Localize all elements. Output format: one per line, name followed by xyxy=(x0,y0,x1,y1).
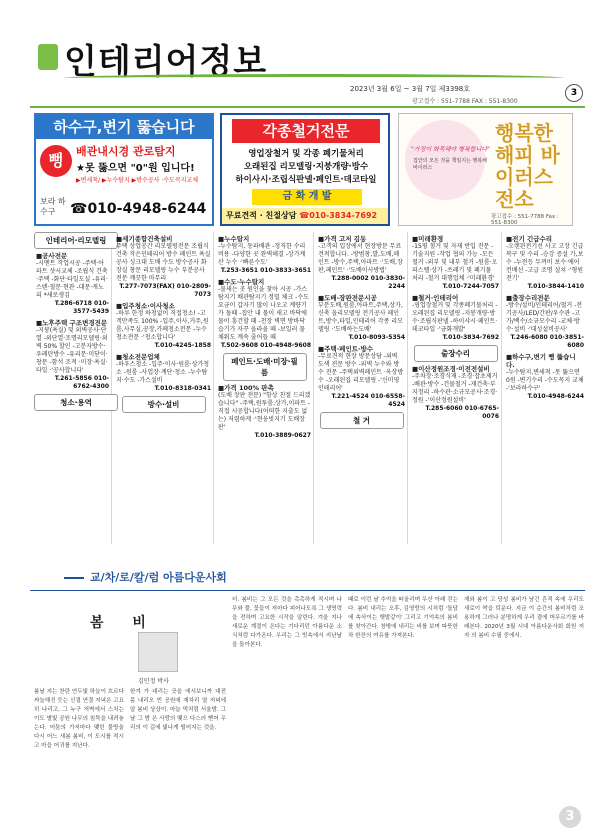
column-section-title: 교/차/로/칼/럼 아름다운사회 xyxy=(90,571,227,584)
entry-body: 주택 상업공간 리모델링전문 조립식건축 작은인테리어 방수 페인트 욕실공사 싱크대 도배 수도 방수공사 화장실 창문 리모델링 누수 부분공사 전문 깨끗한 마무리 xyxy=(116,243,211,282)
classified-entry[interactable] xyxy=(318,345,405,409)
ad-sewer-line2: ★못 뚫으면 "0"원 입니다! xyxy=(76,163,195,174)
entry-title: ■노후주택 구조변경전문 xyxy=(36,319,108,327)
ad-demolition-line: 영업장철거 및 각종 폐기물처리 xyxy=(248,149,364,159)
header-accent xyxy=(38,44,58,70)
classified-entry[interactable] xyxy=(412,235,499,291)
ad-happy-virus[interactable] xyxy=(398,113,573,226)
classified-entry[interactable] xyxy=(36,252,109,316)
column-header-dash xyxy=(64,577,84,579)
entry-body: -물새는 곳 원인을 찾아 시공 -가스탐지기 배관탐지기 정밀 체크 -수도요금이 갑자기 많이 나오고 계량기가 돌때 -집안 내 물이 새고 바닥에 물이 흥건할 때 -천장 벽면 방바닥 습기가 자꾸 올라올 때 -보일러 물 채워도 계속 줄어들 때 xyxy=(218,286,309,341)
header-rule xyxy=(30,106,585,108)
section-tag: 철 거 xyxy=(320,412,404,429)
classified-column-1 xyxy=(34,232,112,544)
classified-entry[interactable] xyxy=(506,353,584,401)
entry-title: ■전기 긴급수리 xyxy=(506,235,553,243)
ad-demolition-title: 각종철거전문 xyxy=(232,119,380,143)
ad-sewer-headline: 하수구,변기 뚫습니다 xyxy=(36,115,212,139)
entry-title: ■하수구,변기 뻥 뚫습니다. xyxy=(506,353,576,369)
entry-title: ■수도·누수탐지 xyxy=(218,278,265,286)
entry-body: -방수/설비/인테리어/철거 -전기공사/LED/간판/우수관 -고가/백수/소규모수리 -교체·방수·설비 ·'대성설비공사' xyxy=(506,302,583,333)
ad-demolition-phone[interactable]: ☎010-3834-7692 xyxy=(299,211,378,220)
entry-body: -하우스청소 -입주·이사·원룸·상가청소 -원룸 -사업장·계단·청소 -누수탐지·수도 -가스설비 xyxy=(116,361,210,384)
classified-column-6 xyxy=(504,232,586,544)
ad-sewer-badge: 뻥 xyxy=(40,145,72,177)
entry-phone: T.502-9608 010-4948-9608 xyxy=(220,342,311,349)
entry-title: ■공사전문 xyxy=(36,252,68,260)
entry-body: -누수탐지, 동파배관 -정직한 수리비용 -다양한 곳 완벽해결 -상가계산 누수 ·'빠른수도' xyxy=(218,243,306,266)
entry-title: ■세기종합건축설비 xyxy=(116,235,173,243)
classified-entry[interactable] xyxy=(36,319,109,391)
article-paragraph: 재와 봄이 고 당성 봄비가 남긴 흔적 속에 우리도 새로이 싹을 틔운다. 지금 이 순간의 봄비처럼 조용하게 그러나 분명하게 우리 곁에 머무르기를 바래본다. 2020년 3월 시대 아름다운사회 회원 저자 의 봄비 수필 중에서. xyxy=(464,597,584,639)
entry-title: ■입주청소·이사청소 xyxy=(116,302,175,310)
classified-entry[interactable] xyxy=(218,384,311,440)
ad-demolition-foot-a: 무료견적 · 친절상담 xyxy=(226,211,297,220)
entry-body: -시멘트 작업시공 -주택·아파트 샷시교체 -조립식 건축·주택 -화단·타일도실 -유리·스텐·철문·현관 -대문·캐노피 *새로생김 xyxy=(36,260,108,299)
article-title: 봄 비 xyxy=(90,615,158,631)
article-paragraph: 한겨 가 대리는 곳을 에서보니까 대전 몸 내리오 빈 공원에 재차리 열 저녁에 알 봄비 상상이. 마늘 먹처럼 서울밤. 그날 그 밤 은 사랑의 맺으 다스러 뻗어 우리의 이 길에 빛나게 떨어지는 것을. xyxy=(130,689,226,731)
entry-title: ■주택·페인트·방수 xyxy=(318,345,374,353)
classified-column-4 xyxy=(316,232,408,544)
entry-body: -고객의 입장에서 현장방문 무료견적합니다. -방범창,발,도배,페인트 -방수,주택,아파트 ·'도배,장판,페인트' ·'도배이사방법' xyxy=(318,243,403,274)
column-rule xyxy=(30,590,585,591)
entry-title: ■출장수리전문 xyxy=(506,294,550,302)
classified-entry[interactable] xyxy=(116,353,211,393)
ad-sewer-phone[interactable]: ☎010-4948-6244 xyxy=(70,201,207,217)
classified-column-3 xyxy=(216,232,314,544)
entry-body: -15평 철거 및 자재 반입 전문 -기술지원 -작업 협의 가능 -모든 철거 -외부 및 내부 철거 -원룸·오피스텔·상가 -쓰레기 및 폐기물 처리 -철거 대행업체 ·'미래환경' xyxy=(412,243,498,282)
ad-happy-desc: 집안의 모든 것을 책임지는 행복해바이러스 xyxy=(413,158,487,171)
entry-phone: T.010-4245-1858 xyxy=(154,342,211,349)
article-author: 김민정 박사 xyxy=(138,678,169,685)
section-tag: 방수·설비 xyxy=(122,396,206,413)
ad-demolition[interactable] xyxy=(220,113,390,226)
entry-phone: T.221-4524 010-6558-4524 xyxy=(331,393,405,408)
classified-entry[interactable] xyxy=(218,235,311,275)
classified-entry[interactable] xyxy=(506,294,584,350)
classified-column-5 xyxy=(410,232,502,544)
page-number-circle: 3 xyxy=(559,806,581,828)
issue-date: 2023년 3월 6일 ~ 3월 7일 제3398호 xyxy=(350,85,470,93)
entry-phone: T.285-6060 010-6765-0076 xyxy=(425,405,499,420)
entry-body: -영업장철거 및 각종폐기물처리 -오래된집 리모델링 -지붕개량·방수·조립식판넬 -하이샤시·페인트·데코타일 ·'금화개발' xyxy=(412,302,498,333)
entry-phone: T.010-7244-7057 xyxy=(442,283,499,290)
entry-title: ■청소전문업체 xyxy=(116,353,160,361)
entry-title: ■누수탐지 xyxy=(218,235,250,243)
entry-title: ■가격 고저 김동 xyxy=(318,235,367,243)
ad-demolition-line: 오래된집 리모델링·지붕개량·방수 xyxy=(243,162,369,172)
entry-phone: T.253-3651 010-3833-3651 xyxy=(220,267,311,274)
entry-body: (도배 장판 전문) "항상 친절 드리겠습니다" -주택,원투룸,상가,이파트 -직접 시공합니다(어떠한 지출도 없는) 저렴하게 ·'현웅빗지기 도배장판' xyxy=(218,392,311,431)
ad-sewer[interactable] xyxy=(34,113,214,226)
entry-title: ■이산정원조경·이전전설비 xyxy=(412,365,490,373)
entry-phone: T.010-3834-7692 xyxy=(442,334,499,341)
page-number-badge: 3 xyxy=(565,84,583,102)
ad-demolition-company: 금 화 개 발 xyxy=(252,189,362,205)
entry-phone: T.261-5856 010-6762-4300 xyxy=(54,375,109,390)
section-tag: 출장수리 xyxy=(414,345,498,362)
entry-phone: T.010-3889-0627 xyxy=(254,432,311,439)
entry-body: -지붕(욕실) 및 외벽공사·단열 -외단열·조명리모델링·외벽 50% 할인 -고분자방수·우레탄방수 -유리문·미닫이·창문 -함석 조적 ·미장·욕실·타일 ·'공사합니다' xyxy=(36,327,108,374)
entry-phone: T.010-3844-1410 xyxy=(527,283,584,290)
ad-sewer-brand: 보라 하수구 xyxy=(40,197,66,216)
entry-phone: T.286-6718 010-3577-5439 xyxy=(54,300,109,315)
entry-title: ■도배·장판전문시공 xyxy=(318,294,377,302)
column-header xyxy=(30,567,585,589)
classified-entry[interactable] xyxy=(318,294,405,342)
contact-info: 광고접수 : 551-7788 FAX : 551-8300 xyxy=(412,98,518,105)
ad-happy-logo-text: 행복한 해피 바이러스 전소 xyxy=(495,121,560,211)
entry-phone: T.277-7073(FAX) 010-2809-7073 xyxy=(119,283,211,298)
classified-entry[interactable] xyxy=(218,278,311,350)
entry-phone: T.246-6080 010-3851-6080 xyxy=(510,334,584,349)
article-paragraph: 때로 이런 날 추억을 떠올리며 우산 아래 걷는다. 봄비 내리는 오후, 김영랑의 시처럼 '돌담에 속삭이는 햇발같이' 그리고 기억속의 봄비를 찾아간다. 창밖에 내리는 비를 보며 따뜻한 차 한잔의 여유를 가져본다. xyxy=(348,597,458,639)
entry-title: ■미래환경 xyxy=(412,235,444,243)
ad-demolition-footer xyxy=(222,208,388,224)
ad-demolition-line: 하이사시·조립식판넬·페인트·데코타일 xyxy=(235,175,377,185)
entry-body: -누수탐지,변세척 -못 뚫으면 0원 -변기수리 -수도꼭지 교체 -'보라하수구' xyxy=(506,369,584,392)
entry-body: 부분도배,원룸,아파트,주택,상가, 신축 올리모델링 전기공사 페인트,방수,타일,인테리어 각종 리모델링 ·'도배하는도배' xyxy=(318,302,403,333)
entry-phone: T.288-0002 010-3830-2244 xyxy=(331,275,405,290)
entry-body: -하루 한정 하청없이 직접청소! -고객만족도 100% -입주,이사,거주,원룸,사무실,공장,카페청소전문 -누수청소전문 ·'청소합니다' xyxy=(116,310,209,341)
classified-entry[interactable] xyxy=(412,294,499,342)
article-paragraph: 봄날 지는 찬란 연두빛 하늘이 흐르다 싸늘해진 듯는 신결 연결 저녁은 고요히 나리고, 그 누구 저벽에서 스치는 이도 별빛 공원 나무의 침묵을 내려놓는다. 어둠의 가지마다 맺힌 물방울 다시 어느 새봄 봄비, 이 도시를 적시고 마을 어귀를 지난다. xyxy=(34,689,124,749)
classified-entry[interactable] xyxy=(412,365,499,421)
section-title: 인테리어정보 xyxy=(64,42,268,82)
entry-title: ■가격 100% 판촉 xyxy=(218,384,274,392)
author-photo xyxy=(138,632,178,672)
section-tag: 인테리어·리모델링 xyxy=(34,232,118,249)
classified-entry[interactable] xyxy=(116,302,211,350)
classified-column-2 xyxy=(114,232,214,544)
classified-entry[interactable] xyxy=(506,235,584,291)
header-arc xyxy=(64,74,564,82)
entry-phone: T.010-8093-5354 xyxy=(348,334,405,341)
article-paragraph: 더. 봄비는 그 모든 것을 촉촉하게 적시며 나무와 풀, 꽃들이 저마다 피어나도록 그 생명력을 전하며 고요한 시작을 알린다. 겨울 지나 새로운 계절이 온다는 기다리던 아름다운 소식처럼 다가온다. 우리는 그 빗속에서 지난날을 돌아본다. xyxy=(232,597,342,648)
classified-entry[interactable] xyxy=(318,235,405,291)
classified-entry[interactable] xyxy=(116,235,211,299)
entry-body: -무료견적 현장 방문상담 -외벽 도색 전문 방수 -외벽 누수와 방수 전문 -주택외벽페인트 ·옥상방수 -오래된집 리모델링 -'신미영인테리어' xyxy=(318,353,404,392)
ad-happy-tagline: "가정이 화목해야 행복합니다" xyxy=(411,146,490,153)
entry-phone: T.010-8318-0341 xyxy=(154,385,211,392)
ad-sewer-line3: ▶변세척/ ▶누수탐지 ▶방수공사 ·수도꼭지교체 xyxy=(76,177,199,184)
section-tag: 페인트·도배·미장·필름 xyxy=(223,353,307,381)
ad-happy-footer: 광고접수 : 551-7788 Fax : 551-8300 xyxy=(491,214,559,226)
section-tag: 청소·용역 xyxy=(34,394,118,411)
entry-phone: T.010-4948-6244 xyxy=(527,393,584,400)
ad-sewer-sub: 배관내시경 관로탐지 xyxy=(76,145,176,158)
page-header xyxy=(0,0,600,110)
entry-body: -오랜된전기선 사고 고장 긴급복구 및 수리 -승강 증설 가,보수 -누전등 두꺼비 보수·에어컨배선 -고급 조명 설치 ·'형원전기' xyxy=(506,243,584,282)
entry-body: -주차장·조경식재 -조경·잡초제거 -배관·방수 -건물철거 -재건축·부지정리 -하수관·소규모공사·조경·정원 -'이산정원설비' xyxy=(412,373,498,404)
entry-title: ■철거·인테리어 xyxy=(412,294,459,302)
